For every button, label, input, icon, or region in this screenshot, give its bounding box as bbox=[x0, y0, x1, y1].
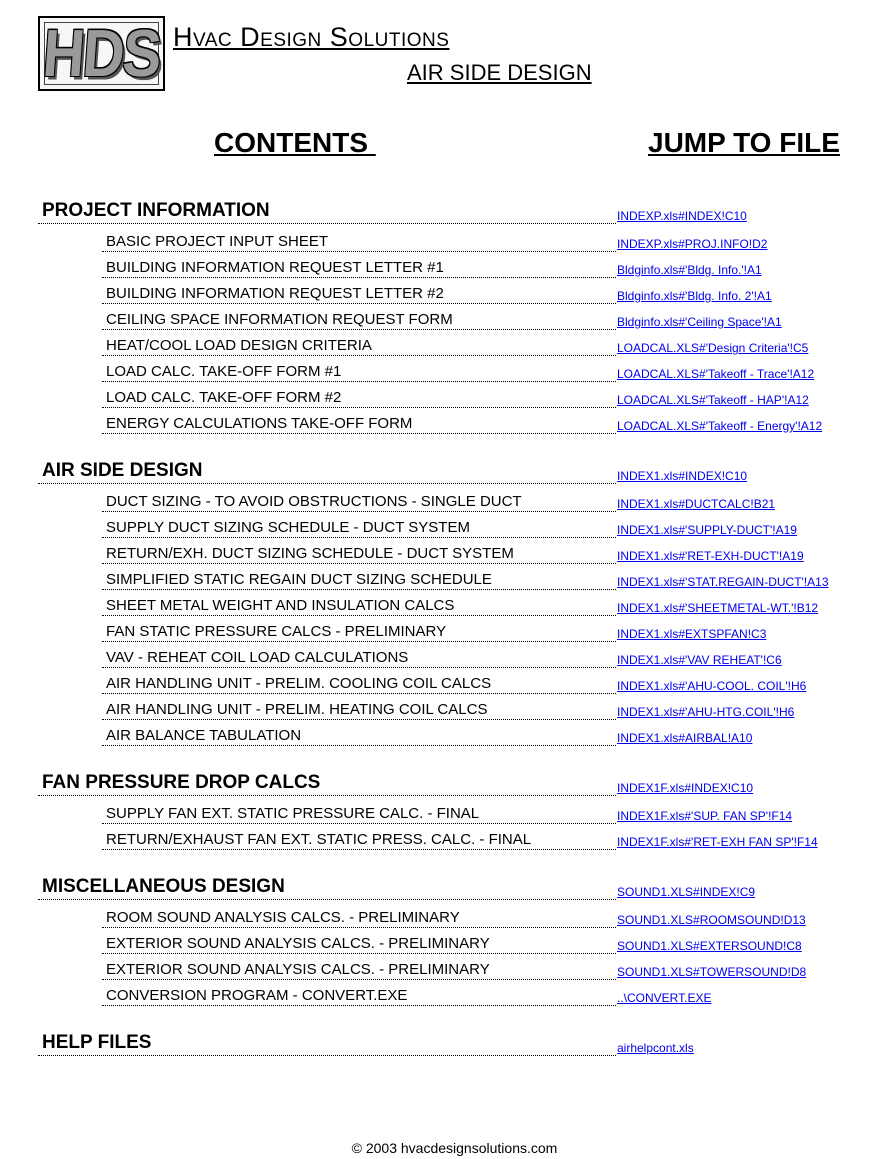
item-label: BUILDING INFORMATION REQUEST LETTER #2 bbox=[106, 285, 444, 302]
contents-item bbox=[0, 564, 871, 590]
section-title: PROJECT INFORMATION bbox=[42, 200, 270, 221]
contents-item bbox=[0, 252, 871, 278]
item-label: SHEET METAL WEIGHT AND INSULATION CALCS bbox=[106, 597, 455, 614]
page-subtitle: AIR SIDE DESIGN bbox=[407, 60, 592, 85]
contents-item bbox=[0, 408, 871, 434]
dotted-leader bbox=[102, 1005, 616, 1006]
item-label: RETURN/EXH. DUCT SIZING SCHEDULE - DUCT SYSTEM bbox=[106, 545, 514, 562]
copyright-footer: © 2003 hvacdesignsolutions.com bbox=[351, 1140, 558, 1156]
section-title: HELP FILES bbox=[42, 1032, 152, 1053]
section-row bbox=[0, 770, 871, 796]
item-label: CONVERSION PROGRAM - CONVERT.EXE bbox=[106, 987, 408, 1004]
item-label: HEAT/COOL LOAD DESIGN CRITERIA bbox=[106, 337, 372, 354]
item-file-link[interactable]: INDEX1.xls#'AHU-HTG.COIL'!H6 bbox=[617, 705, 795, 719]
item-label: ENERGY CALCULATIONS TAKE-OFF FORM bbox=[106, 415, 413, 432]
contents-item bbox=[0, 590, 871, 616]
hds-logo bbox=[38, 16, 165, 91]
item-label: AIR HANDLING UNIT - PRELIM. HEATING COIL CALCS bbox=[106, 701, 488, 718]
item-file-link[interactable]: INDEX1.xls#'AHU-COOL. COIL'!H6 bbox=[617, 679, 807, 693]
item-label: AIR BALANCE TABULATION bbox=[106, 727, 302, 744]
item-file-link[interactable]: SOUND1.XLS#ROOMSOUND!D13 bbox=[617, 913, 806, 927]
item-label: DUCT SIZING - TO AVOID OBSTRUCTIONS - SINGLE DUCT bbox=[106, 493, 522, 510]
contents-item bbox=[0, 486, 871, 512]
item-label: AIR HANDLING UNIT - PRELIM. COOLING COIL CALCS bbox=[106, 675, 492, 692]
item-file-link[interactable]: INDEX1.xls#DUCTCALC!B21 bbox=[617, 497, 776, 511]
item-label: SUPPLY FAN EXT. STATIC PRESSURE CALC. - FINAL bbox=[106, 805, 480, 822]
contents-item bbox=[0, 798, 871, 824]
contents-item bbox=[0, 668, 871, 694]
logo-frame bbox=[40, 15, 163, 91]
contents-item bbox=[0, 330, 871, 356]
item-file-link[interactable]: INDEX1.xls#'STAT.REGAIN-DUCT'!A13 bbox=[617, 575, 829, 589]
dotted-leader bbox=[38, 1055, 616, 1056]
item-label: LOAD CALC. TAKE-OFF FORM #2 bbox=[106, 389, 342, 406]
item-label: SUPPLY DUCT SIZING SCHEDULE - DUCT SYSTEM bbox=[106, 519, 470, 536]
item-file-link[interactable]: LOADCAL.XLS#'Takeoff - Energy'!A12 bbox=[617, 419, 823, 433]
item-label: ROOM SOUND ANALYSIS CALCS. - PRELIMINARY bbox=[106, 909, 460, 926]
section-title: FAN PRESSURE DROP CALCS bbox=[42, 772, 321, 793]
contents-item bbox=[0, 278, 871, 304]
item-file-link[interactable]: LOADCAL.XLS#'Takeoff - Trace'!A12 bbox=[617, 367, 815, 381]
contents-item bbox=[0, 720, 871, 746]
contents-heading: CONTENTS bbox=[214, 127, 376, 158]
item-file-link[interactable]: INDEX1.xls#AIRBAL!A10 bbox=[617, 731, 753, 745]
item-label: BUILDING INFORMATION REQUEST LETTER #1 bbox=[106, 259, 444, 276]
dotted-leader bbox=[102, 849, 616, 850]
item-file-link[interactable]: INDEX1F.xls#'RET-EXH FAN SP'!F14 bbox=[617, 835, 818, 849]
item-label: BASIC PROJECT INPUT SHEET bbox=[106, 233, 328, 250]
item-file-link[interactable]: SOUND1.XLS#EXTERSOUND!C8 bbox=[617, 939, 802, 953]
item-file-link[interactable]: INDEX1.xls#'RET-EXH-DUCT'!A19 bbox=[617, 549, 804, 563]
item-file-link[interactable]: INDEX1.xls#'SUPPLY-DUCT'!A19 bbox=[617, 523, 797, 537]
dotted-leader bbox=[38, 223, 616, 224]
brand-title: Hvac Design Solutions bbox=[173, 22, 450, 52]
section-row bbox=[0, 1030, 871, 1056]
section-row bbox=[0, 458, 871, 484]
item-label: VAV - REHEAT COIL LOAD CALCULATIONS bbox=[106, 649, 409, 666]
dotted-leader bbox=[38, 483, 616, 484]
item-file-link[interactable]: ..\CONVERT.EXE bbox=[617, 991, 712, 1005]
logo-text: HDS bbox=[40, 15, 163, 91]
item-file-link[interactable]: INDEX1.xls#'VAV REHEAT'!C6 bbox=[617, 653, 782, 667]
item-file-link[interactable]: Bldginfo.xls#'Bldg. Info. 2'!A1 bbox=[617, 289, 772, 303]
item-label: RETURN/EXHAUST FAN EXT. STATIC PRESS. CALC. - FINAL bbox=[106, 831, 532, 848]
item-label: EXTERIOR SOUND ANALYSIS CALCS. - PRELIMINARY bbox=[106, 935, 490, 952]
section-file-link[interactable]: INDEX1.xls#INDEX!C10 bbox=[617, 469, 748, 483]
item-file-link[interactable]: INDEX1.xls#EXTSPFAN!C3 bbox=[617, 627, 767, 641]
item-label: SIMPLIFIED STATIC REGAIN DUCT SIZING SCHEDULE bbox=[106, 571, 492, 588]
section-title: MISCELLANEOUS DESIGN bbox=[42, 876, 285, 897]
contents-item bbox=[0, 616, 871, 642]
section-file-link[interactable]: INDEXP.xls#INDEX!C10 bbox=[617, 209, 747, 223]
contents-item bbox=[0, 954, 871, 980]
dotted-leader bbox=[38, 899, 616, 900]
jump-to-file-heading: JUMP TO FILE bbox=[648, 127, 840, 158]
contents-item bbox=[0, 226, 871, 252]
dotted-leader bbox=[38, 795, 616, 796]
contents-item bbox=[0, 980, 871, 1006]
section-file-link[interactable]: airhelpcont.xls bbox=[617, 1041, 694, 1055]
contents-item bbox=[0, 512, 871, 538]
item-file-link[interactable]: SOUND1.XLS#TOWERSOUND!D8 bbox=[617, 965, 807, 979]
contents-item bbox=[0, 824, 871, 850]
section-title: AIR SIDE DESIGN bbox=[42, 460, 203, 481]
item-file-link[interactable]: Bldginfo.xls#'Ceiling Space'!A1 bbox=[617, 315, 782, 329]
item-label: EXTERIOR SOUND ANALYSIS CALCS. - PRELIMINARY bbox=[106, 961, 490, 978]
item-file-link[interactable]: LOADCAL.XLS#'Design Criteria'!C5 bbox=[617, 341, 809, 355]
section-row bbox=[0, 874, 871, 900]
contents-item bbox=[0, 356, 871, 382]
contents-item bbox=[0, 304, 871, 330]
item-label: FAN STATIC PRESSURE CALCS - PRELIMINARY bbox=[106, 623, 447, 640]
item-file-link[interactable]: INDEX1.xls#'SHEETMETAL-WT.'!B12 bbox=[617, 601, 819, 615]
item-file-link[interactable]: INDEX1F.xls#'SUP. FAN SP'!F14 bbox=[617, 809, 793, 823]
dotted-leader bbox=[102, 745, 616, 746]
contents-item bbox=[0, 694, 871, 720]
contents-item bbox=[0, 642, 871, 668]
item-label: CEILING SPACE INFORMATION REQUEST FORM bbox=[106, 311, 453, 328]
item-file-link[interactable]: LOADCAL.XLS#'Takeoff - HAP'!A12 bbox=[617, 393, 809, 407]
section-file-link[interactable]: SOUND1.XLS#INDEX!C9 bbox=[617, 885, 756, 899]
contents-item bbox=[0, 928, 871, 954]
dotted-leader bbox=[102, 433, 616, 434]
contents-item bbox=[0, 902, 871, 928]
contents-item bbox=[0, 382, 871, 408]
section-row bbox=[0, 198, 871, 224]
section-file-link[interactable]: INDEX1F.xls#INDEX!C10 bbox=[617, 781, 754, 795]
item-file-link[interactable]: Bldginfo.xls#'Bldg. Info.'!A1 bbox=[617, 263, 762, 277]
item-file-link[interactable]: INDEXP.xls#PROJ.INFO!D2 bbox=[617, 237, 768, 251]
item-label: LOAD CALC. TAKE-OFF FORM #1 bbox=[106, 363, 342, 380]
contents-item bbox=[0, 538, 871, 564]
